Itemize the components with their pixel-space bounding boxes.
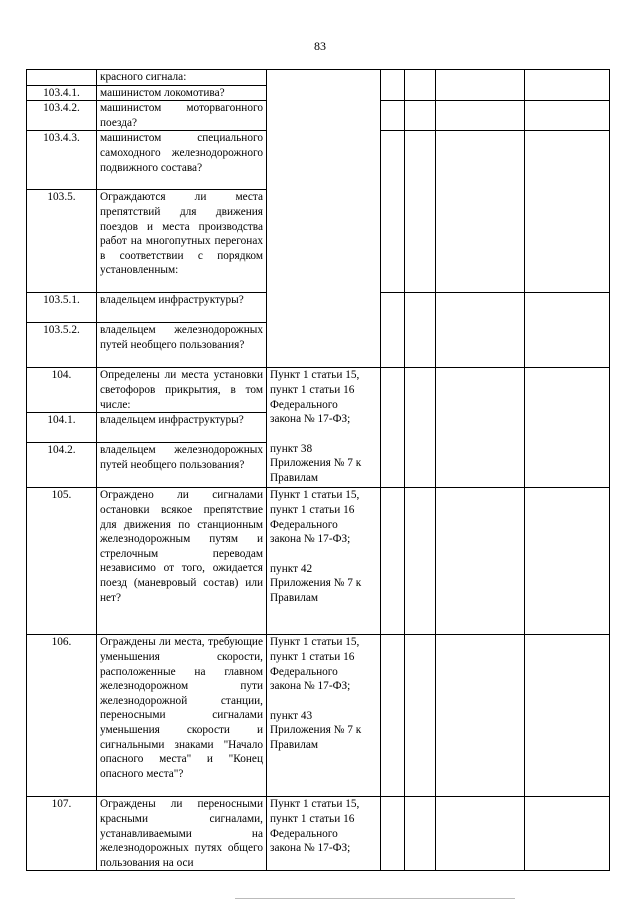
answer-no-cell	[405, 488, 436, 635]
reference-line: Пункт 1 статьи 15,	[270, 489, 360, 502]
item-question: владельцем железнодорожных путей необщего пользования?	[97, 323, 267, 368]
item-number: 103.4.2.	[27, 101, 97, 131]
reference-line: Правилам	[270, 471, 319, 484]
answer-no-cell	[405, 797, 436, 871]
answer-yes-cell	[381, 131, 405, 293]
reference-line: Приложения № 7 к	[270, 457, 362, 470]
item-number: 103.4.3.	[27, 131, 97, 190]
reference-line: пункт 42	[270, 562, 313, 575]
answer-no-cell	[405, 635, 436, 797]
item-question: Ограждаются ли места препятствий для движения поездов и места производства работ на многопутных перегонах в соответствии с порядком установленным:	[97, 190, 267, 293]
legal-reference	[267, 797, 381, 871]
item-question: машинистом локомотива?	[97, 85, 267, 101]
reference-line: закона № 17-ФЗ;	[270, 680, 351, 693]
item-number: 103.5.2.	[27, 323, 97, 368]
table-row	[27, 70, 610, 86]
reference-line: Федерального	[270, 827, 338, 840]
reference-gap	[270, 427, 377, 442]
note-cell	[525, 131, 610, 293]
note-cell	[525, 293, 610, 368]
item-question: владельцем инфраструктуры?	[97, 293, 267, 323]
reference-line: Федерального	[270, 665, 338, 678]
reference-line: закона № 17-ФЗ;	[270, 413, 351, 426]
item-question: Ограждены ли места, требующие уменьшения скорости, расположенные на главном железнодорожном пути железнодорожной станции, переносными сигналами уменьшения скорости и сигнальными знаками "Начало опасного места" и "Конец опасного места"?	[97, 635, 267, 797]
answer-na-cell	[436, 70, 525, 101]
reference-line: Пункт 1 статьи 15,	[270, 369, 360, 382]
answer-yes-cell	[381, 488, 405, 635]
scan-artifact-line	[235, 898, 515, 899]
answer-na-cell	[436, 131, 525, 293]
item-number: 104.	[27, 368, 97, 413]
note-cell	[525, 101, 610, 131]
item-number: 103.5.	[27, 190, 97, 293]
note-cell	[525, 797, 610, 871]
item-question: Ограждено ли сигналами остановки всякое препятствие для движения по станционным железнодорожным путям и стрелочным переводам независимо от того, ожидается поезд (маневровый состав) или нет?	[97, 488, 267, 635]
note-cell	[525, 635, 610, 797]
reference-line: Приложения № 7 к	[270, 724, 362, 737]
answer-na-cell	[436, 488, 525, 635]
note-cell	[525, 70, 610, 101]
item-question: Ограждены ли переносными красными сигналами, устанавливаемыми на железнодорожных путях общего пользования на оси	[97, 797, 267, 871]
answer-na-cell	[436, 797, 525, 871]
reference-line: пункт 1 статьи 16	[270, 383, 355, 396]
answer-na-cell	[436, 635, 525, 797]
reference-line: закона № 17-ФЗ;	[270, 533, 351, 546]
table-row	[27, 488, 610, 635]
legal-reference	[267, 635, 381, 797]
legal-reference	[267, 368, 381, 488]
item-number: 104.1.	[27, 413, 97, 443]
note-cell	[525, 368, 610, 488]
item-number: 103.5.1.	[27, 293, 97, 323]
item-number: 103.4.1.	[27, 85, 97, 101]
reference-line: пункт 1 статьи 16	[270, 812, 355, 825]
answer-yes-cell	[381, 70, 405, 101]
answer-yes-cell	[381, 368, 405, 488]
answer-yes-cell	[381, 797, 405, 871]
answer-no-cell	[405, 368, 436, 488]
item-question: Определены ли места установки светофоров прикрытия, в том числе:	[97, 368, 267, 413]
reference-line: Приложения № 7 к	[270, 577, 362, 590]
answer-yes-cell	[381, 101, 405, 131]
reference-line: Пункт 1 статьи 15,	[270, 798, 360, 811]
answer-no-cell	[405, 70, 436, 101]
reference-line: Правилам	[270, 591, 319, 604]
reference-line: Правилам	[270, 738, 319, 751]
reference-line: пункт 38	[270, 442, 313, 455]
reference-gap	[270, 694, 377, 709]
item-question: красного сигнала:	[97, 70, 267, 86]
item-number	[27, 70, 97, 86]
item-question: машинистом специального самоходного железнодорожного подвижного состава?	[97, 131, 267, 190]
reference-line: пункт 1 статьи 16	[270, 650, 355, 663]
item-number: 106.	[27, 635, 97, 797]
answer-yes-cell	[381, 635, 405, 797]
item-question: владельцем железнодорожных путей необщего пользования?	[97, 443, 267, 488]
reference-line: Федерального	[270, 398, 338, 411]
answer-no-cell	[405, 101, 436, 131]
item-question: владельцем инфраструктуры?	[97, 413, 267, 443]
item-question: машинистом моторвагонного поезда?	[97, 101, 267, 131]
item-number: 104.2.	[27, 443, 97, 488]
answer-yes-cell	[381, 293, 405, 368]
reference-gap	[270, 547, 377, 562]
table-row	[27, 797, 610, 871]
answer-na-cell	[436, 293, 525, 368]
table-row	[27, 635, 610, 797]
legal-reference	[267, 488, 381, 635]
answer-no-cell	[405, 131, 436, 293]
table-row	[27, 368, 610, 413]
reference-line: закона № 17-ФЗ;	[270, 842, 351, 855]
note-cell	[525, 488, 610, 635]
answer-no-cell	[405, 293, 436, 368]
answer-na-cell	[436, 368, 525, 488]
answer-na-cell	[436, 101, 525, 131]
item-number: 105.	[27, 488, 97, 635]
reference-line: пункт 43	[270, 709, 313, 722]
legal-reference	[267, 70, 381, 368]
reference-line: Федерального	[270, 518, 338, 531]
reference-line: Пункт 1 статьи 15,	[270, 636, 360, 649]
checklist-table	[26, 69, 610, 871]
page-number: 83	[314, 39, 326, 53]
reference-line: пункт 1 статьи 16	[270, 503, 355, 516]
item-number: 107.	[27, 797, 97, 871]
